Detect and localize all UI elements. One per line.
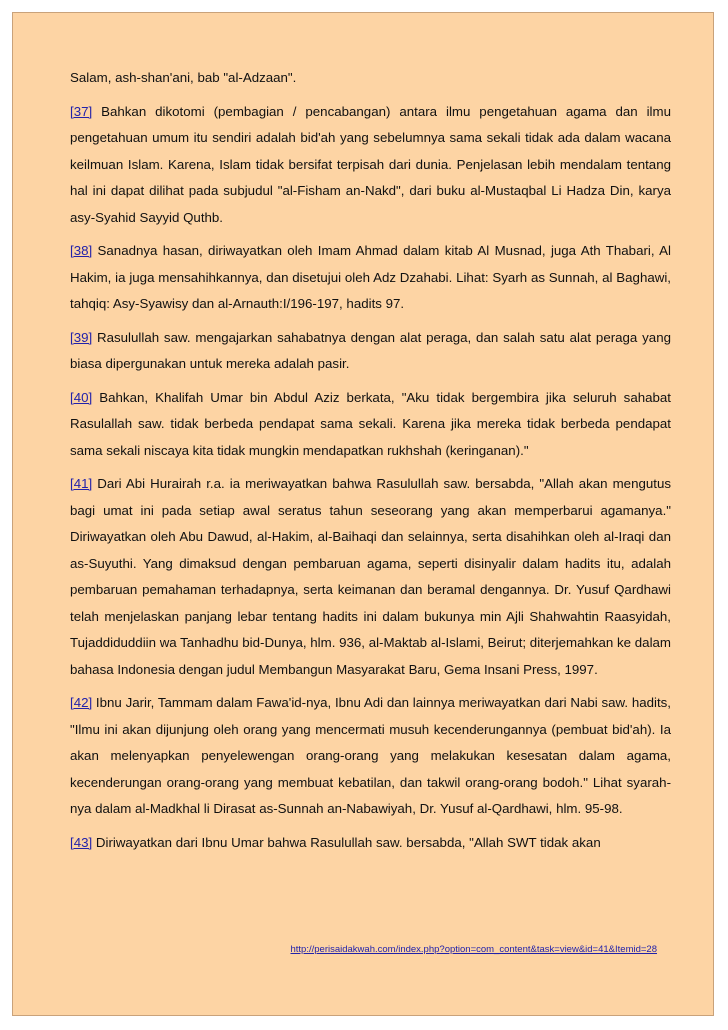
footnote-paragraph xyxy=(70,690,671,823)
document-page xyxy=(12,12,714,1016)
footnote-ref-link[interactable]: [41] xyxy=(70,476,93,491)
paragraph-text: Sanadnya hasan, diriwayatkan oleh Imam Ahmad dalam kitab Al Musnad, juga Ath Thabari, Al Hakim, ia juga mensahihkannya, dan disetujui oleh Adz Dzahabi. Lihat: Syarh as Sunnah, al Baghawi, tahqiq: Asy-Syawisy dan al-Arnauth:I/196-197, hadits 97. xyxy=(70,243,671,311)
footnote-ref-link[interactable]: [37] xyxy=(70,103,93,119)
footnotes-body xyxy=(70,65,671,863)
footnote-ref-link[interactable]: [42] xyxy=(70,695,93,710)
footnote-paragraph xyxy=(70,385,671,465)
paragraph-text: Diriwayatkan dari Ibnu Umar bahwa Rasulullah saw. bersabda, "Allah SWT tidak akan xyxy=(92,834,601,850)
paragraph-text: Salam, ash-shan'ani, bab "al-Adzaan". xyxy=(70,70,297,85)
footnote-ref-link[interactable]: [38] xyxy=(70,243,93,258)
footnote-ref-link[interactable]: [43] xyxy=(70,834,93,850)
paragraph-text: Bahkan dikotomi (pembagian / pencabangan) antara ilmu pengetahuan agama dan ilmu pengetahuan umum itu sendiri adalah bid'ah yang sebelumnya sama sekali tidak ada dalam wacana keilmuan Islam. Karena, Islam tidak bersifat terpisah dari dunia. Penjelasan lebih mendalam tentang hal ini dapat dilihat pada subjudul "al-Fisham an-Nakd", dari buku al-Mustaqbal Li Hadza Din, karya asy-Syahid Sayyid Quthb. xyxy=(70,103,671,225)
footnote-paragraph xyxy=(70,65,671,92)
source-url-link[interactable]: http://perisaidakwah.com/index.php?option=com_content&task=view&id=41&Itemid=28 xyxy=(290,944,657,955)
footnote-paragraph xyxy=(70,238,671,318)
paragraph-text: Dari Abi Hurairah r.a. ia meriwayatkan bahwa Rasulullah saw. bersabda, "Allah akan mengutus bagi umat ini pada setiap awal seratus tahun seseorang yang akan memperbarui agamanya." Diriwayatkan oleh Abu Dawud, al-Hakim, al-Baihaqi dan selainnya, serta disahihkan oleh al-Iraqi dan as-Suyuthi. Yang dimaksud dengan pembaruan agama, seperti disinyalir dalam hadits itu, adalah pembaruan pemahaman terhadapnya, serta keimanan dan beramal dengannya. Dr. Yusuf Qardhawi telah menjelaskan panjang lebar tentang hadits ini dalam bukunya min Ajli Shahwahtin Raasyidah, Tujaddiduddiin wa Tanhadhu bid-Dunya, hlm. 936, al-Maktab al-Islami, Beirut; diterjemahkan ke dalam bahasa Indonesia dengan judul Membangun Masyarakat Baru, Gema Insani Press, 1997. xyxy=(70,476,671,677)
paragraph-text: Bahkan, Khalifah Umar bin Abdul Aziz berkata, "Aku tidak bergembira jika seluruh sahabat Rasulallah saw. tidak berbeda pendapat sama sekali. Karena jika mereka tidak berbeda pendapat sama sekali niscaya kita tidak mungkin mendapatkan rukhshah (keringanan)." xyxy=(70,389,671,458)
footnote-paragraph xyxy=(70,471,671,683)
footnote-paragraph xyxy=(70,325,671,378)
paragraph-text: Ibnu Jarir, Tammam dalam Fawa'id-nya, Ibnu Adi dan lainnya meriwayatkan dari Nabi saw. hadits, "Ilmu ini akan dijunjung oleh orang yang mencermati musuh kecenderungannya (pembuat bid'ah). Ia akan melenyapkan penyelewengan orang-orang yang melakukan kesesatan dalam agama, kecenderungan orang-orang yang membuat kebatilan, dan takwil orang-orang bodoh." Lihat syarah-nya dalam al-Madkhal li Dirasat as-Sunnah an-Nabawiyah, Dr. Yusuf al-Qardhawi, hlm. 95-98. xyxy=(70,695,671,816)
footnote-paragraph xyxy=(70,830,671,857)
footnote-paragraph xyxy=(70,99,671,232)
footnote-ref-link[interactable]: [40] xyxy=(70,389,93,405)
paragraph-text: Rasulullah saw. mengajarkan sahabatnya dengan alat peraga, dan salah satu alat peraga yang biasa dipergunakan untuk mereka adalah pasir. xyxy=(70,329,671,371)
footnote-ref-link[interactable]: [39] xyxy=(70,329,93,345)
